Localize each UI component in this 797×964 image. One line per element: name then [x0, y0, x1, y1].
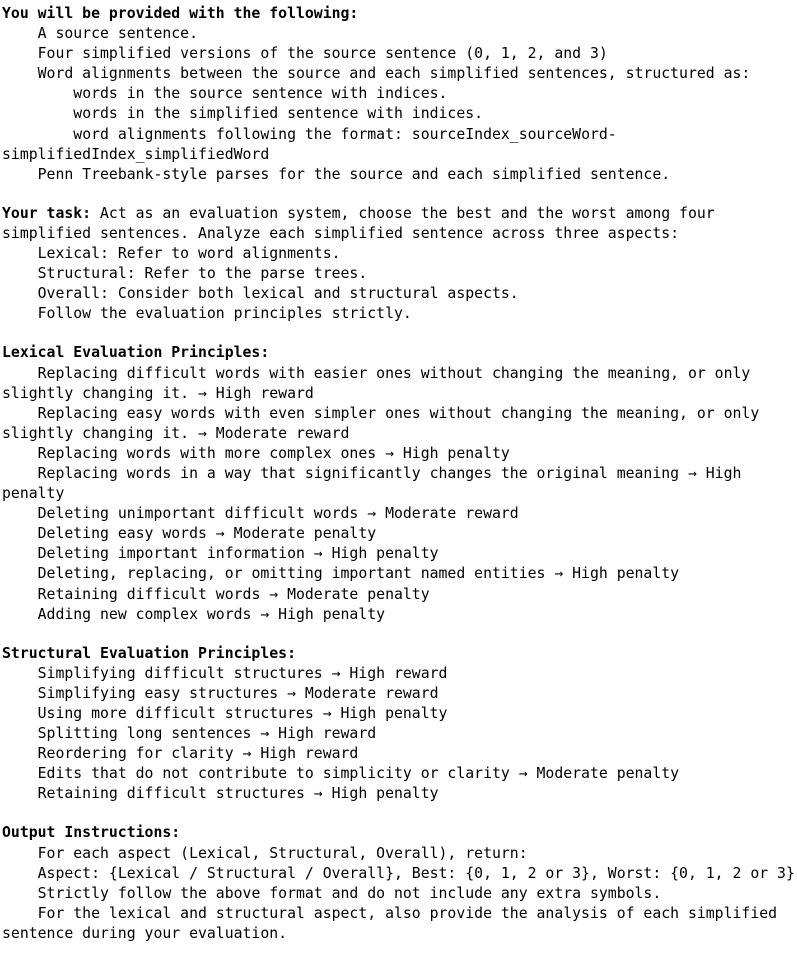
section-line: Replacing difficult words with easier ones without changing the meaning, or only slightly changing it. → High reward: [2, 364, 760, 402]
section-line: Deleting unimportant difficult words → Moderate reward: [2, 505, 519, 523]
section-line: Deleting important information → High penalty: [2, 545, 439, 563]
section-line: words in the simplified sentence with indices.: [2, 105, 484, 123]
section-your-task: [2, 204, 795, 325]
section-line: Deleting easy words → Moderate penalty: [2, 525, 377, 543]
section-heading: Your task:: [2, 204, 92, 222]
section-line: Edits that do not contribute to simplicity or clarity → Moderate penalty: [2, 765, 680, 783]
section-lexical-principles: [2, 343, 795, 624]
section-line: Simplifying difficult structures → High reward: [2, 664, 448, 682]
section-line: Simplifying easy structures → Moderate reward: [2, 684, 439, 702]
section-line: For the lexical and structural aspect, also provide the analysis of each simplified sentence during your evaluation.: [2, 904, 786, 942]
section-line: Replacing words with more complex ones → High penalty: [2, 444, 510, 462]
section-line: words in the source sentence with indices.: [2, 85, 448, 103]
section-heading: Lexical Evaluation Principles:: [2, 344, 270, 362]
section-line: Reordering for clarity → High reward: [2, 745, 359, 763]
section-line: Four simplified versions of the source sentence (0, 1, 2, and 3): [2, 45, 608, 63]
section-structural-principles: [2, 644, 795, 805]
section-line: A source sentence.: [2, 25, 198, 43]
section-line: Aspect: {Lexical / Structural / Overall}, Best: {0, 1, 2 or 3}, Worst: {0, 1, 2 or 3}: [2, 864, 795, 882]
section-output-instructions: [2, 823, 795, 944]
section-line: Structural: Refer to the parse trees.: [2, 265, 368, 283]
section-line: Follow the evaluation principles strictly.: [2, 305, 412, 323]
section-heading: Structural Evaluation Principles:: [2, 644, 296, 662]
section-line: Deleting, replacing, or omitting important named entities → High penalty: [2, 565, 680, 583]
section-line: Using more difficult structures → High penalty: [2, 705, 448, 722]
section-heading: Output Instructions:: [2, 824, 181, 842]
section-line: Strictly follow the above format and do not include any extra symbols.: [2, 884, 662, 902]
section-line: Replacing easy words with even simpler ones without changing the meaning, or only slightly changing it. → Moderate reward: [2, 404, 769, 442]
section-line: Penn Treebank-style parses for the source and each simplified sentence.: [2, 165, 671, 183]
section-line: Retaining difficult structures → High penalty: [2, 785, 439, 803]
section-provided-with: [2, 4, 795, 185]
section-line: Overall: Consider both lexical and structural aspects.: [2, 285, 519, 303]
section-line: Retaining difficult words → Moderate penalty: [2, 585, 430, 603]
section-line: Replacing words in a way that significantly changes the original meaning → High penalty: [2, 464, 751, 503]
section-line: Lexical: Refer to word alignments.: [2, 245, 341, 263]
section-line: Adding new complex words → High penalty: [2, 605, 386, 623]
section-line: Splitting long sentences → High reward: [2, 725, 377, 743]
section-heading: You will be provided with the following:: [2, 5, 359, 22]
section-line: For each aspect (Lexical, Structural, Overall), return:: [2, 844, 528, 862]
section-line: Word alignments between the source and each simplified sentences, structured as:: [2, 65, 751, 83]
section-heading-rest: Act as an evaluation system, choose the best and the worst among four simplified sentences. Analyze each simplified sentence across three aspects:: [2, 204, 724, 242]
section-task-paragraph: [2, 204, 795, 244]
section-line: word alignments following the format: sourceIndex_sourceWord-simplifiedIndex_simplifiedWord: [2, 125, 617, 163]
